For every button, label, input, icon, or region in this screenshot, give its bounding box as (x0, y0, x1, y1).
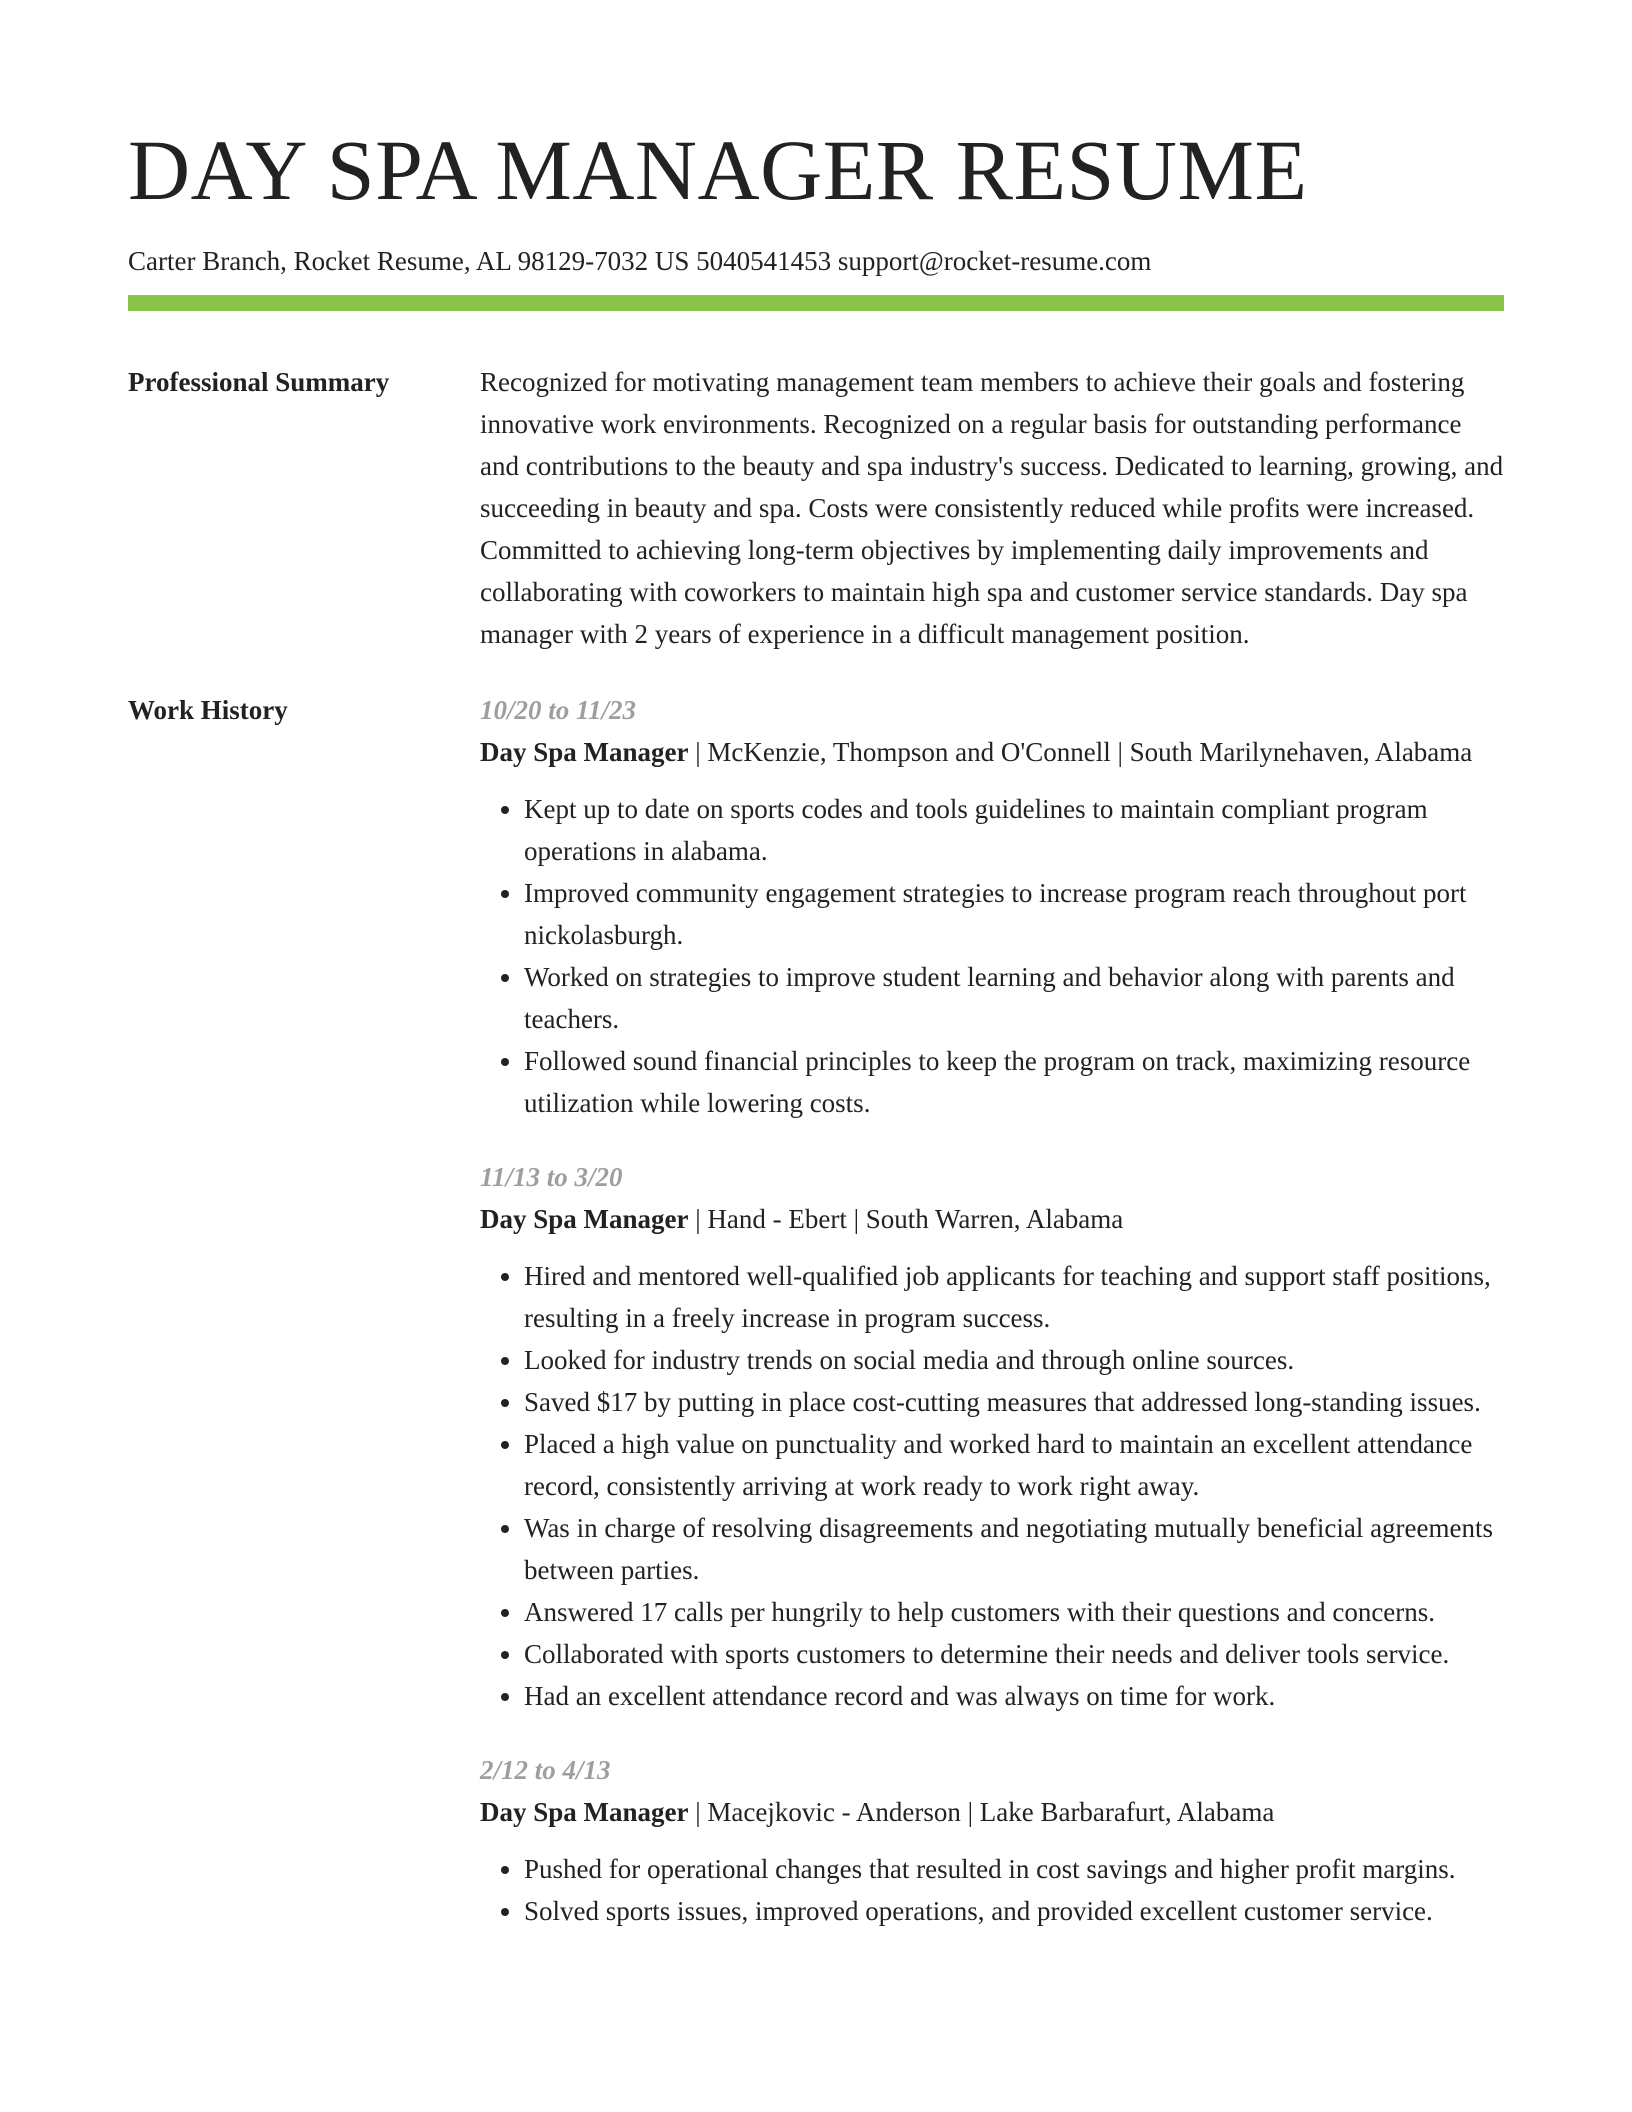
job-bullet: • Kept up to date on sports codes and tools guidelines to maintain compliant program operations in alabama. (524, 788, 1504, 872)
job-entry (480, 689, 1504, 1124)
job-dates: 10/20 to 11/23 (480, 695, 637, 725)
job-entry (480, 1749, 1504, 1932)
work-history-list (480, 689, 1504, 1932)
job-company-location: | Hand - Ebert | South Warren, Alabama (688, 1204, 1124, 1234)
summary-text: Recognized for motivating management team members to achieve their goals and fostering innovative work environments. Recognized on a regular basis for outstanding performance and contributions to the beauty and spa industry's success. Dedicated to learning, growing, and succeeding in beauty and spa. Costs were consistently reduced while profits were increased. Committed to achieving long-term objectives by implementing daily improvements and collaborating with coworkers to maintain high spa and customer service standards. Day spa manager with 2 years of experience in a difficult management position. (480, 367, 1504, 649)
job-bullet: • Collaborated with sports customers to determine their needs and deliver tools service. (524, 1633, 1504, 1675)
job-bullet-list (480, 788, 1504, 1124)
job-bullet: • Hired and mentored well-qualified job applicants for teaching and support staff positions, resulting in a freely increase in program success. (524, 1255, 1504, 1339)
section-label-summary: Professional Summary (128, 367, 390, 397)
contact-info: Carter Branch, Rocket Resume, AL 98129-7032 US 5040541453 support@rocket-resume.com (128, 246, 1152, 276)
job-bullet: • Looked for industry trends on social media and through online sources. (524, 1339, 1504, 1381)
job-bullet: • Placed a high value on punctuality and worked hard to maintain an excellent attendance record, consistently arriving at work ready to work right away. (524, 1423, 1504, 1507)
header-divider (128, 295, 1504, 311)
job-bullet: • Improved community engagement strategies to increase program reach throughout port nickolasburgh. (524, 872, 1504, 956)
job-dates: 11/13 to 3/20 (480, 1162, 623, 1192)
resume-title: DAY SPA MANAGER RESUME (128, 122, 1308, 218)
job-bullet: • Answered 17 calls per hungrily to help customers with their questions and concerns. (524, 1591, 1504, 1633)
job-bullet-list (480, 1255, 1504, 1717)
job-entry (480, 1156, 1504, 1717)
job-bullet: • Was in charge of resolving disagreements and negotiating mutually beneficial agreements between parties. (524, 1507, 1504, 1591)
job-bullet: • Had an excellent attendance record and was always on time for work. (524, 1675, 1504, 1717)
job-title-line (480, 731, 1504, 773)
work-history-section (128, 689, 1504, 1932)
job-bullet-list (480, 1848, 1504, 1932)
job-role: Day Spa Manager (480, 737, 689, 767)
job-dates: 2/12 to 4/13 (480, 1755, 611, 1785)
job-company-location: | Macejkovic - Anderson | Lake Barbarafurt, Alabama (688, 1797, 1275, 1827)
job-bullet: • Followed sound financial principles to keep the program on track, maximizing resource utilization while lowering costs. (524, 1040, 1504, 1124)
section-label-work-history: Work History (128, 695, 288, 725)
job-role: Day Spa Manager (480, 1797, 689, 1827)
job-role: Day Spa Manager (480, 1204, 689, 1234)
job-bullet: • Worked on strategies to improve student learning and behavior along with parents and teachers. (524, 956, 1504, 1040)
resume-page (128, 0, 1504, 1932)
job-bullet: • Solved sports issues, improved operations, and provided excellent customer service. (524, 1890, 1504, 1932)
job-bullet: • Saved $17 by putting in place cost-cutting measures that addressed long-standing issues. (524, 1381, 1504, 1423)
job-title-line (480, 1198, 1504, 1240)
job-title-line (480, 1791, 1504, 1833)
job-bullet: • Pushed for operational changes that resulted in cost savings and higher profit margins. (524, 1848, 1504, 1890)
job-company-location: | McKenzie, Thompson and O'Connell | South Marilynehaven, Alabama (688, 737, 1473, 767)
professional-summary-section (128, 361, 1504, 655)
